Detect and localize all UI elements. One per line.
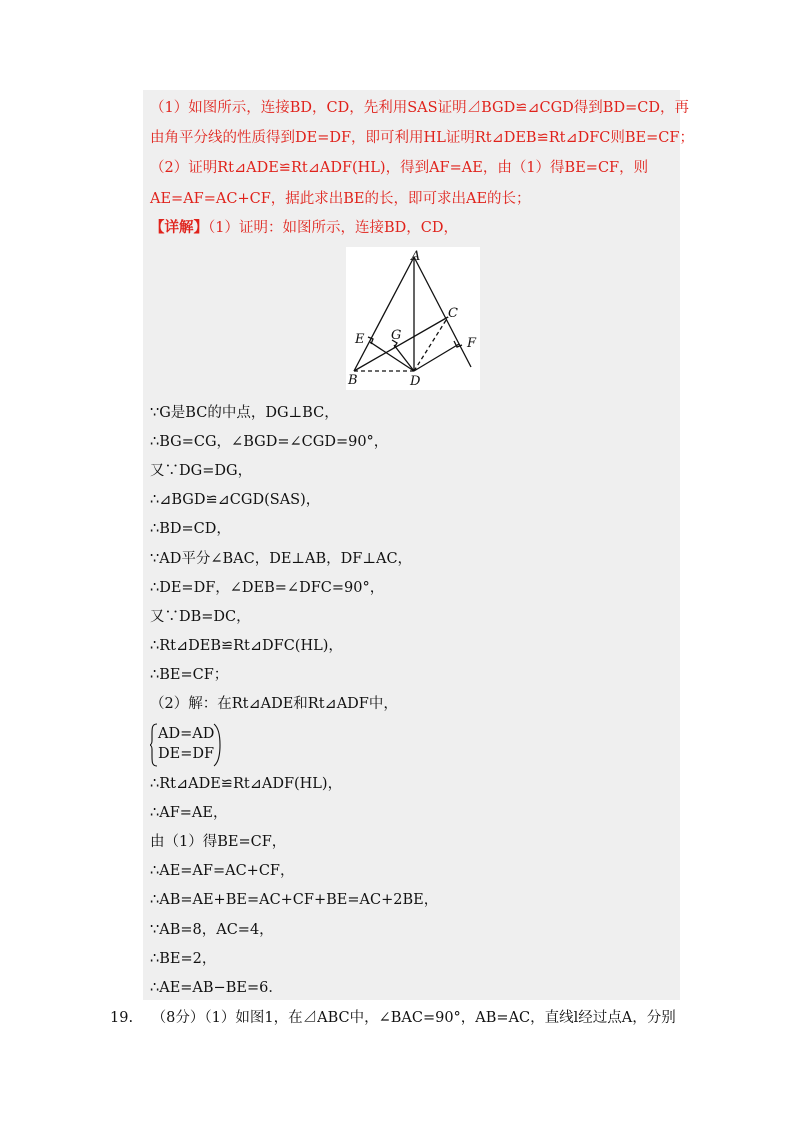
question-text: （8分）（1）如图1，在⊿ABC中，∠BAC=90°，AB=AC，直线l经过点A，分别: [151, 1010, 676, 1026]
segment-AC-extended: [414, 257, 471, 367]
label-A: A: [411, 249, 421, 264]
proof2-line-3: 由（1）得BE=CF，: [150, 834, 287, 850]
proof-line-11: （2）解：在Rt⊿ADE和Rt⊿ADF中，: [150, 696, 398, 712]
label-D: D: [410, 374, 421, 389]
segment-DF: [414, 344, 459, 371]
proof2-line-5: ∴AB=AE+BE=AC+CF+BE=AC+2BE，: [150, 892, 439, 908]
question-number: 19.: [110, 1010, 134, 1026]
detail-line: [150, 218, 458, 238]
proof-line-4: ∴⊿BGD≌⊿CGD(SAS)，: [150, 492, 321, 508]
equation-system: [150, 722, 222, 768]
detail-tag: 【详解】: [150, 219, 208, 236]
proof-line-9: ∴Rt⊿DEB≌Rt⊿DFC(HL)，: [150, 638, 343, 654]
label-C: C: [448, 306, 458, 321]
segment-CD-dashed: [414, 317, 448, 371]
question-19: [110, 1008, 676, 1028]
analysis-line-1: （1）如图所示，连接BD，CD，先利用SAS证明⊿BGD≌⊿CGD得到BD=CD，再: [150, 100, 689, 116]
system-eq-1: AD=AD: [158, 726, 215, 742]
geometry-figure: [346, 247, 480, 390]
proof-line-5: ∴BD=CD，: [150, 521, 231, 537]
analysis-line-4: AE=AF=AC+CF，据此求出BE的长，即可求出AE的长；: [150, 191, 531, 207]
proof-line-10: ∴BE=CF；: [150, 667, 229, 683]
detail-text: （1）证明：如图所示，连接BD，CD，: [208, 220, 458, 236]
segment-ED: [370, 342, 414, 371]
label-G: G: [391, 328, 402, 343]
label-F: F: [467, 336, 477, 351]
proof2-line-2: ∴AF=AE，: [150, 805, 228, 821]
proof-line-7: ∴DE=DF，∠DEB=∠DFC=90°，: [150, 580, 385, 596]
segment-GD: [394, 345, 414, 371]
proof-line-8: 又∵DB=DC，: [150, 609, 251, 625]
proof2-line-6: ∵AB=8，AC=4，: [150, 922, 274, 938]
label-B: B: [348, 373, 358, 388]
proof-line-1: ∵G是BC的中点，DG⊥BC，: [150, 405, 339, 421]
system-eq-2: DE=DF: [158, 746, 215, 762]
proof-line-6: ∵AD平分∠BAC，DE⊥AB，DF⊥AC，: [150, 551, 413, 567]
proof-line-2: ∴BG=CG，∠BGD=∠CGD=90°，: [150, 434, 389, 450]
proof-line-3: 又∵DG=DG，: [150, 463, 253, 479]
proof2-line-4: ∴AE=AF=AC+CF，: [150, 863, 295, 879]
proof2-line-8: ∴AE=AB−BE=6．: [150, 980, 283, 996]
label-E: E: [355, 332, 365, 347]
proof2-line-1: ∴Rt⊿ADE≌Rt⊿ADF(HL)，: [150, 776, 343, 792]
triangle-diagram: [346, 247, 480, 390]
analysis-line-3: （2）证明Rt⊿ADE≌Rt⊿ADF(HL)，得到AF=AE，由（1）得BE=CF，则: [150, 160, 649, 176]
analysis-line-2: 由角平分线的性质得到DE=DF，即可利用HL证明Rt⊿DEB≌Rt⊿DFC则BE=CF；: [150, 130, 694, 146]
proof2-line-7: ∴BE=2，: [150, 951, 217, 967]
